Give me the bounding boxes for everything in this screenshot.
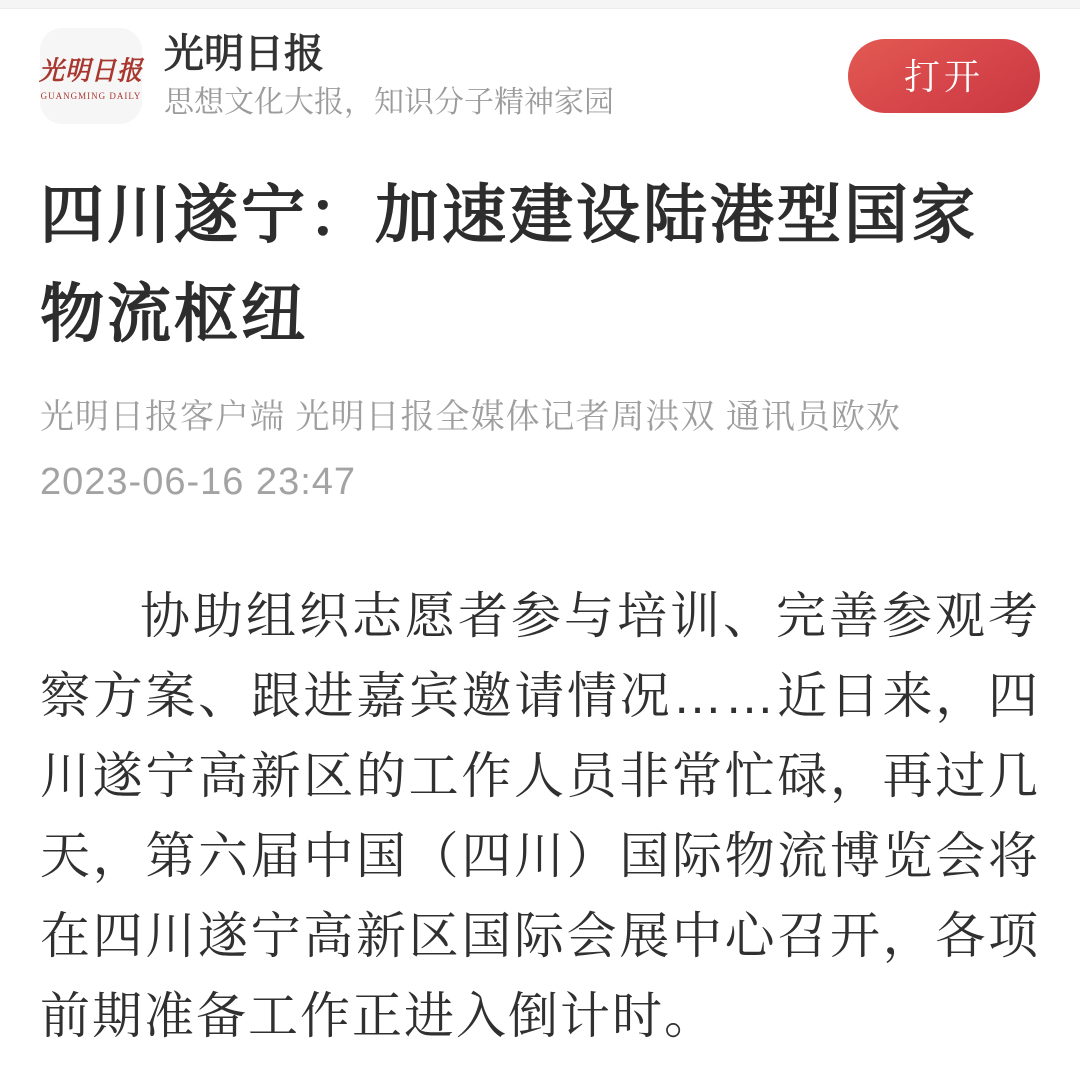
article-content <box>0 166 1080 1056</box>
open-app-button[interactable]: 打开 <box>848 39 1040 113</box>
article-datetime: 2023-06-16 23:47 <box>40 461 357 503</box>
app-name: 光明日报 <box>164 31 324 76</box>
top-divider <box>0 0 1080 9</box>
article-byline: 光明日报客户端 光明日报全媒体记者周洪双 通讯员欧欢 <box>40 398 901 436</box>
guangming-daily-logo <box>40 28 142 124</box>
logo-calligraphy-text: 光明日报 <box>39 57 144 86</box>
logo-english-text: GUANGMING DAILY <box>40 91 142 101</box>
app-banner <box>0 28 1080 124</box>
app-tagline: 思想文化大报，知识分子精神家园 <box>164 86 614 119</box>
article-paragraph: 协助组织志愿者参与培训、完善参观考察方案、跟进嘉宾邀请情况……近日来，四川遂宁高新区的工作人员非常忙碌，再过几天，第六届中国（四川）国际物流博览会将在四川遂宁高新区国际会展中心召开，各项前期准备工作正进入倒计时。 <box>40 588 1040 1044</box>
article-title: 四川遂宁：加速建设陆港型国家物流枢纽 <box>40 179 978 350</box>
app-info <box>164 31 848 121</box>
